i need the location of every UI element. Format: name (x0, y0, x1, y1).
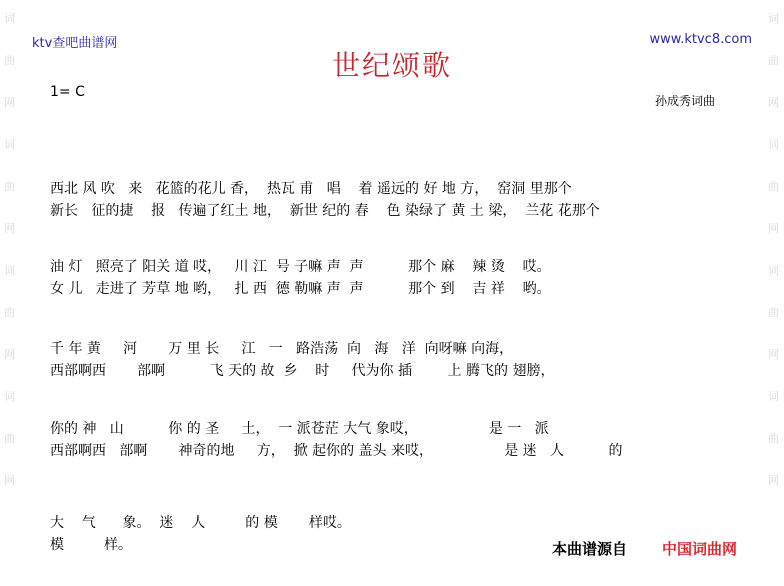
watermark-char: 曲 (4, 432, 15, 445)
lyric-line: 大 气 象。 迷 人 的 模 样哎。 (50, 515, 351, 531)
watermark-char: 网 (768, 348, 779, 361)
site-name-left[interactable]: ktv查吧曲谱网 (32, 36, 118, 51)
watermark-char: 曲 (768, 180, 779, 193)
watermark-char: 网 (768, 222, 779, 235)
lyric-line: 西北 风 吹 来 花篮的花儿 香， 热瓦 甫 唱 着 遥远的 好 地 方， 窑洞 里那个 (50, 181, 572, 197)
watermark-char: 词 (768, 264, 779, 277)
watermark-char: 词 (768, 138, 779, 151)
lyric-line: 油 灯 照亮了 阳关 道 哎， 川 江 号 子嘛 声 声 那个 麻 辣 烫 哎。 (50, 259, 551, 275)
watermark-char: 词 (4, 138, 15, 151)
author-credit: 孙成秀词曲 (655, 94, 716, 108)
watermark-char: 曲 (768, 432, 779, 445)
watermark-left (4, 12, 16, 516)
watermark-right (768, 12, 780, 516)
source-label: 本曲谱源自 (552, 540, 628, 558)
watermark-char: 曲 (4, 54, 15, 67)
lyric-line: 西部啊西 部啊 神奇的地 方， 掀 起你的 盖头 来哎， 是 迷 人 的 (50, 443, 623, 459)
lyric-line: 模 样。 (50, 537, 133, 553)
watermark-char: 网 (768, 96, 779, 109)
source-site-link[interactable]: 中国词曲网 (662, 540, 738, 558)
key-signature: 1= C (50, 84, 85, 100)
lyric-line: 西部啊西 部啊 飞 天的 故 乡 时 代为你 插 上 腾飞的 翅膀， (50, 363, 555, 379)
watermark-char: 曲 (4, 180, 15, 193)
watermark-char: 网 (4, 474, 15, 487)
watermark-char: 词 (768, 12, 779, 25)
watermark-char: 词 (768, 390, 779, 403)
watermark-char: 网 (4, 96, 15, 109)
watermark-char: 网 (4, 348, 15, 361)
watermark-char: 词 (4, 390, 15, 403)
lyric-line: 新长 征的捷 报 传遍了红土 地， 新世 纪的 春 色 染绿了 黄 土 梁， 兰花 花那个 (50, 203, 600, 219)
watermark-char: 词 (4, 264, 15, 277)
watermark-char: 曲 (768, 306, 779, 319)
lyric-line: 女 儿 走进了 芳草 地 哟， 扎 西 德 勒嘛 声 声 那个 到 吉 祥 哟。 (50, 281, 551, 297)
watermark-char: 曲 (4, 306, 15, 319)
watermark-char: 网 (768, 474, 779, 487)
watermark-char: 曲 (768, 54, 779, 67)
lyric-line: 千 年 黄 河 万 里 长 江 一 路浩荡 向 海 洋 向呀嘛 向海， (50, 341, 514, 357)
song-title: 世纪颂歌 (331, 49, 452, 82)
lyric-line: 你的 神 山 你 的 圣 土， 一 派苍茫 大气 象哎， 是 一 派 (50, 421, 549, 437)
watermark-char: 词 (4, 12, 15, 25)
watermark-char: 网 (4, 222, 15, 235)
site-url-right[interactable]: www.ktvc8.com (649, 32, 752, 47)
